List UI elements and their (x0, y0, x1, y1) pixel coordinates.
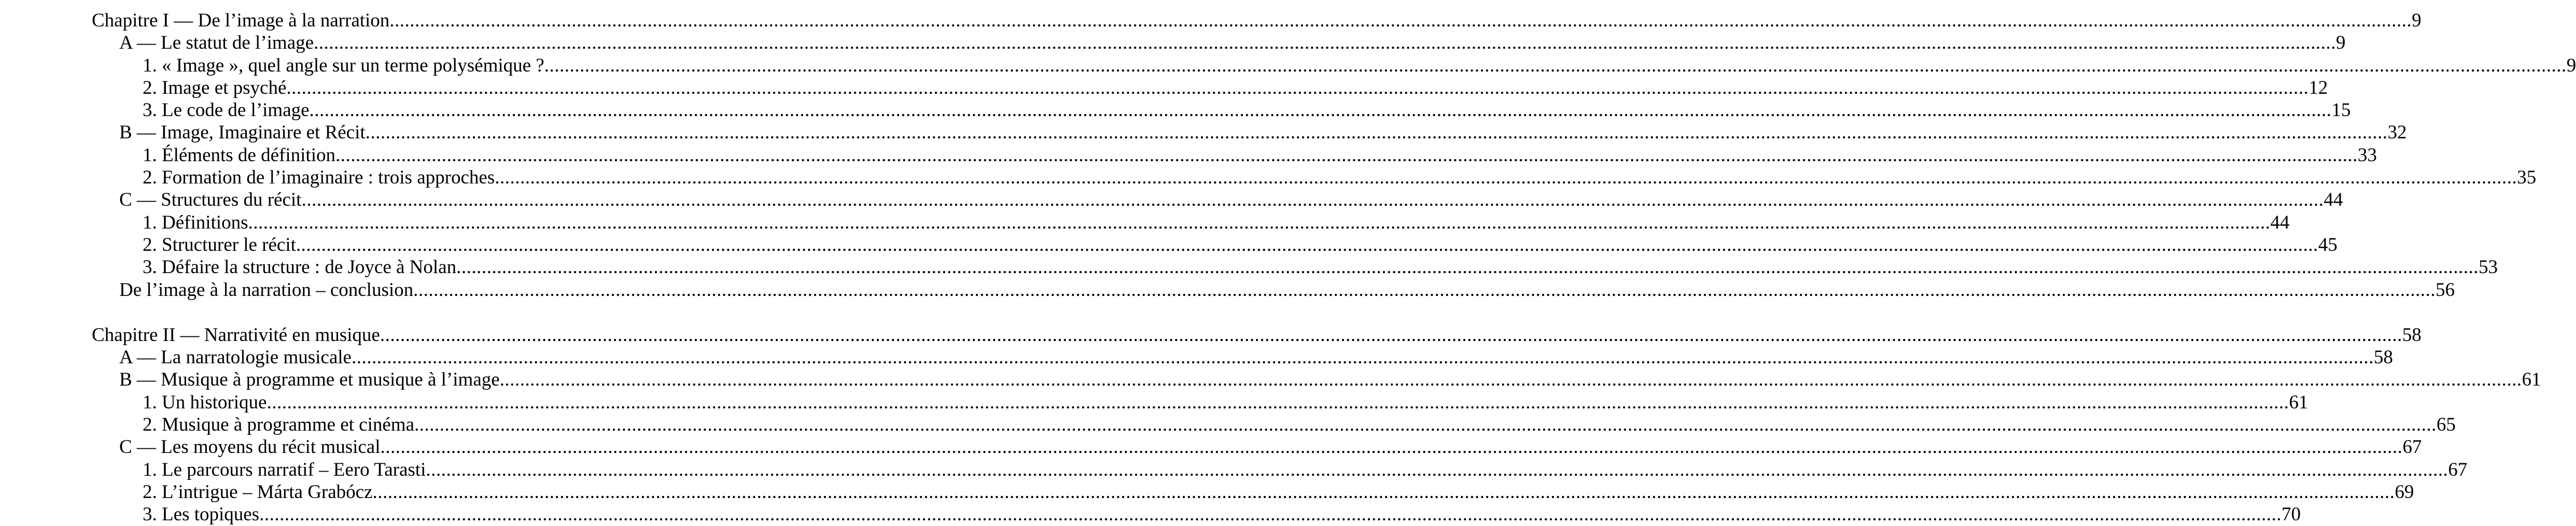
toc-entry-title: 2. Image et psyché (143, 77, 287, 98)
toc-section-entry[interactable] (0, 368, 2541, 391)
toc-subsection-entry[interactable] (0, 144, 2377, 166)
toc-page-number: 44 (2270, 211, 2290, 233)
toc-page-number: 35 (2517, 167, 2537, 189)
toc-subsection-entry[interactable] (0, 77, 2328, 99)
toc-chapter-entry[interactable] (0, 324, 2421, 346)
toc-entry-title: De l’image à la narration – conclusion (119, 279, 414, 301)
toc-page-number: 69 (2395, 481, 2414, 503)
toc-entry-line (143, 211, 2290, 234)
toc-entry-title: 1. Un historique (143, 391, 267, 413)
toc-entry-line (143, 391, 2308, 414)
toc-entry-title: B — Musique à programme et musique à l’image (119, 369, 500, 391)
toc-page-number: 9 (2566, 54, 2576, 76)
toc-page-number: 58 (2373, 347, 2393, 368)
toc-page-number: 9 (2336, 32, 2346, 54)
toc-entry-title: B — Image, Imaginaire et Récit (119, 122, 366, 144)
toc-page-number: 56 (2435, 279, 2455, 301)
toc-section-entry[interactable] (0, 32, 2346, 54)
toc-entry-line (143, 414, 2456, 436)
toc-entry-line (119, 368, 2541, 391)
toc-entry-title: 1. Définitions (143, 211, 248, 233)
toc-subsection-entry[interactable] (0, 414, 2456, 436)
toc-entry-title: 2. Formation de l’imaginaire : trois approches (143, 167, 495, 189)
toc-entry-line (119, 279, 2455, 301)
toc-entry-line (143, 144, 2377, 166)
toc-entry-line (143, 99, 2351, 121)
chapter-spacer (0, 301, 962, 324)
toc-entry-title: 2. Structurer le récit (143, 234, 296, 255)
toc-page-number: 44 (2323, 189, 2343, 211)
toc-entry-title: 3. Les topiques (143, 504, 260, 525)
toc-entry-line (119, 436, 2422, 458)
toc-page-number: 32 (2387, 122, 2407, 144)
dot-leader: ................................................................................................................................................................................................................................................................................................................................................................................................................ (314, 32, 2336, 54)
toc-entry-line (119, 121, 2407, 144)
toc-page-number: 45 (2318, 234, 2337, 255)
toc-entry-title: 3. Défaire la structure : de Joyce à Nolan (143, 257, 457, 278)
toc-entry-line (143, 166, 2537, 189)
toc-chapter-entry[interactable] (0, 9, 2421, 32)
dot-leader: ................................................................................................................................................................................................................................................................................................................................................................................................................ (389, 10, 2412, 31)
dot-leader: ................................................................................................................................................................................................................................................................................................................................................................................................................ (351, 347, 2374, 368)
dot-leader: ................................................................................................................................................................................................................................................................................................................................................................................................................ (380, 324, 2402, 346)
dot-leader: ................................................................................................................................................................................................................................................................................................................................................................................................................ (296, 234, 2318, 255)
toc-entry-title: Chapitre I — De l’image à la narration (92, 10, 390, 31)
toc-subsection-entry[interactable] (0, 256, 2498, 278)
dot-leader: ................................................................................................................................................................................................................................................................................................................................................................................................................ (335, 144, 2358, 166)
toc-section-entry[interactable] (0, 189, 2343, 211)
toc-section-entry[interactable] (0, 279, 2455, 301)
dot-leader: ................................................................................................................................................................................................................................................................................................................................................................................................................ (426, 459, 2448, 480)
toc-entry-line (143, 77, 2328, 99)
toc-page-number: 12 (2308, 77, 2328, 98)
toc-entry-line (143, 54, 2576, 77)
dot-leader: ................................................................................................................................................................................................................................................................................................................................................................................................................ (259, 504, 2282, 525)
toc-subsection-entry[interactable] (0, 503, 2301, 525)
toc-section-entry[interactable] (0, 121, 2407, 144)
toc-subsection-entry[interactable] (0, 481, 2414, 503)
toc-entry-line (119, 189, 2343, 211)
dot-leader: ................................................................................................................................................................................................................................................................................................................................................................................................................ (248, 211, 2271, 233)
toc-entry-line (92, 9, 2421, 32)
toc-page-number: 15 (2331, 99, 2351, 121)
dot-leader: ................................................................................................................................................................................................................................................................................................................................................................................................................ (301, 189, 2324, 211)
dot-leader: ................................................................................................................................................................................................................................................................................................................................................................................................................ (365, 122, 2388, 144)
dot-leader: ................................................................................................................................................................................................................................................................................................................................................................................................................ (380, 436, 2403, 458)
toc-subsection-entry[interactable] (0, 391, 2308, 414)
toc-section-entry[interactable] (0, 436, 2422, 458)
toc-page-number: 65 (2437, 414, 2456, 436)
toc-entry-title: 1. « Image », quel angle sur un terme polysémique ? (143, 54, 544, 76)
toc-page-number: 53 (2479, 257, 2498, 278)
toc-section-entry[interactable] (0, 346, 2393, 368)
dot-leader: ................................................................................................................................................................................................................................................................................................................................................................................................................ (456, 257, 2479, 278)
toc-subsection-entry[interactable] (0, 166, 2537, 189)
toc-subsection-entry[interactable] (0, 54, 2576, 77)
toc-entry-line (92, 324, 2421, 346)
dot-leader: ................................................................................................................................................................................................................................................................................................................................................................................................................ (495, 167, 2517, 189)
toc-page-number: 61 (2522, 369, 2541, 391)
toc-page-number: 61 (2289, 391, 2308, 413)
toc-page-number: 70 (2281, 504, 2301, 525)
dot-leader: ................................................................................................................................................................................................................................................................................................................................................................................................................ (499, 369, 2522, 391)
toc-page-number: 67 (2448, 459, 2468, 480)
toc-entry-title: C — Structures du récit (119, 189, 302, 211)
dot-leader: ................................................................................................................................................................................................................................................................................................................................................................................................................ (372, 481, 2395, 503)
dot-leader: ................................................................................................................................................................................................................................................................................................................................................................................................................ (267, 391, 2289, 413)
toc-entry-line (119, 346, 2393, 368)
dot-leader: ................................................................................................................................................................................................................................................................................................................................................................................................................ (309, 99, 2332, 121)
toc-entry-title: A — Le statut de l’image (119, 32, 314, 54)
toc-page-number: 67 (2402, 436, 2422, 458)
toc-page-number: 58 (2402, 324, 2421, 346)
toc-entry-title: Chapitre II — Narrativité en musique (92, 324, 380, 346)
toc-entry-title: C — Les moyens du récit musical (119, 436, 381, 458)
toc-subsection-entry[interactable] (0, 99, 2351, 121)
toc-entry-line (143, 256, 2498, 278)
dot-leader: ................................................................................................................................................................................................................................................................................................................................................................................................................ (544, 54, 2567, 76)
toc-entry-title: 3. Le code de l’image (143, 99, 310, 121)
toc-entry-line (143, 503, 2301, 525)
toc-entry-line (119, 32, 2346, 54)
toc-subsection-entry[interactable] (0, 459, 2468, 481)
table-of-contents (0, 9, 2576, 526)
toc-subsection-entry[interactable] (0, 234, 2337, 256)
toc-entry-line (143, 234, 2337, 256)
toc-subsection-entry[interactable] (0, 211, 2290, 234)
toc-entry-title: 1. Le parcours narratif – Eero Tarasti (143, 459, 426, 480)
dot-leader: ................................................................................................................................................................................................................................................................................................................................................................................................................ (286, 77, 2309, 98)
toc-entry-line (143, 481, 2414, 503)
toc-entry-title: 2. L’intrigue – Márta Grabócz (143, 481, 373, 503)
toc-entry-line (143, 459, 2468, 481)
toc-entry-title: 2. Musique à programme et cinéma (143, 414, 414, 436)
toc-entry-title: 1. Éléments de définition (143, 144, 335, 166)
dot-leader: ................................................................................................................................................................................................................................................................................................................................................................................................................ (413, 279, 2436, 301)
dot-leader: ................................................................................................................................................................................................................................................................................................................................................................................................................ (414, 414, 2437, 436)
toc-page-number: 9 (2412, 10, 2421, 31)
toc-entry-title: A — La narratologie musicale (119, 347, 352, 368)
toc-page-number: 33 (2357, 144, 2377, 166)
